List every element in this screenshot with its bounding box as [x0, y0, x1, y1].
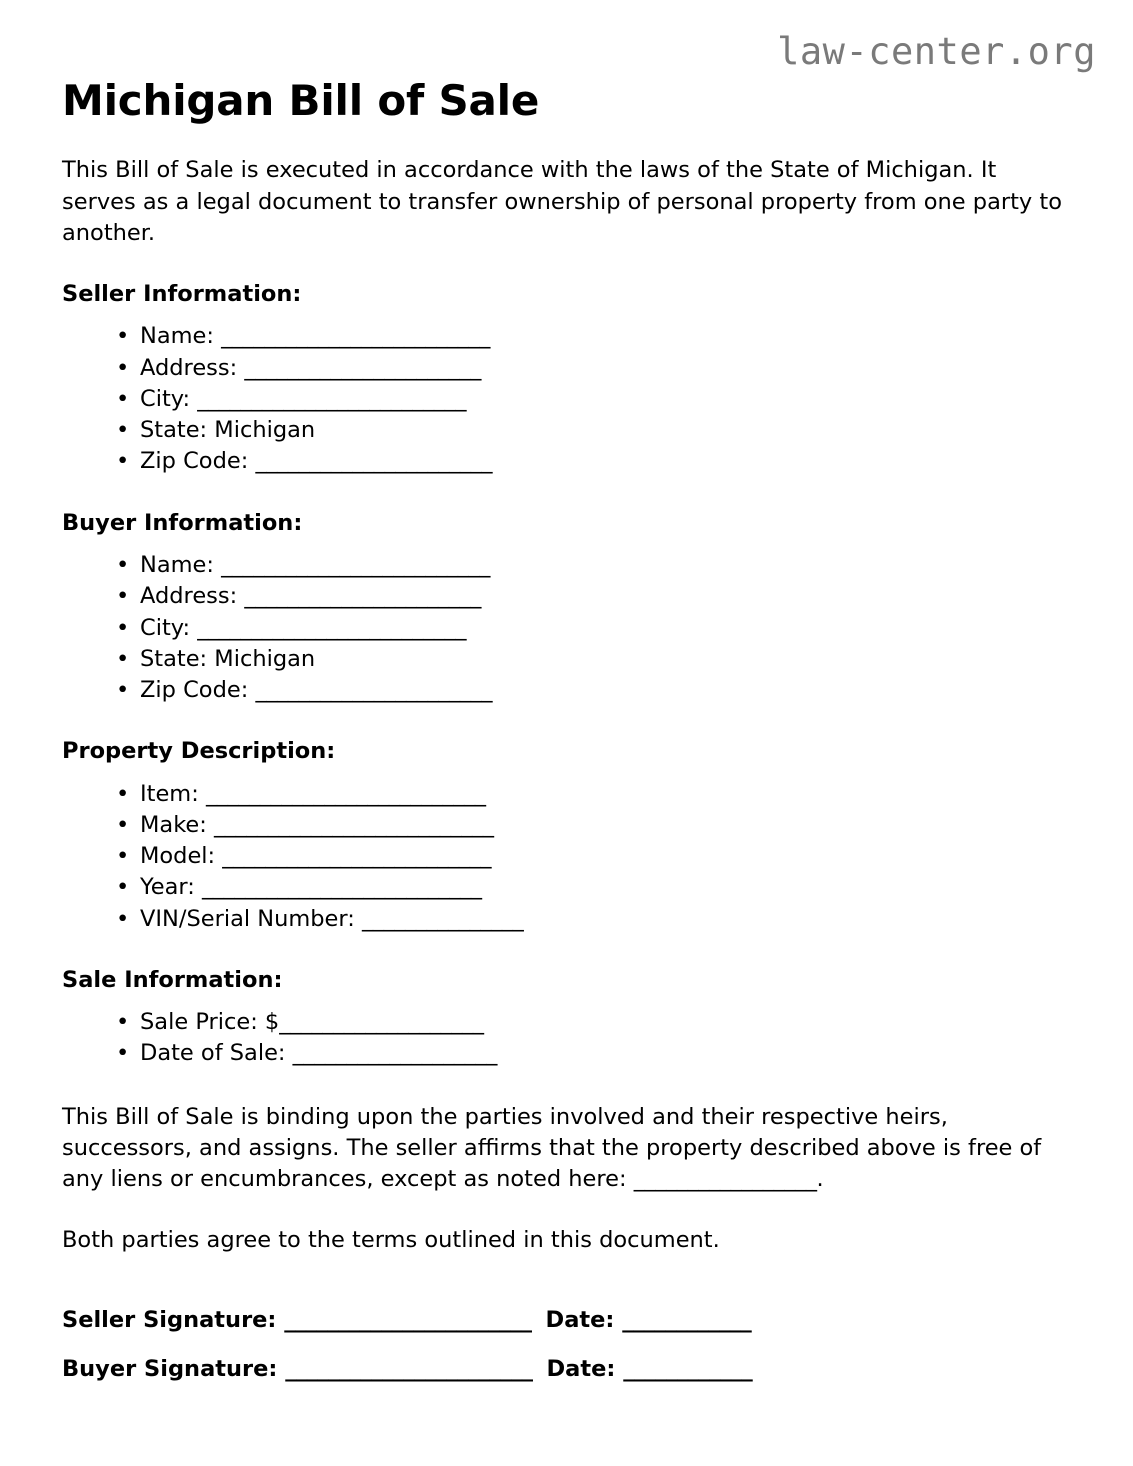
signature-line[interactable]: _______________________	[284, 1306, 532, 1333]
section-heading: Seller Information:	[62, 281, 302, 308]
field-label: Name:	[140, 323, 214, 350]
field-label: Item:	[140, 780, 199, 807]
intro-paragraph: This Bill of Sale is executed in accordance with the laws of the State of Michigan. It serves as a legal document to transfer ownership of personal property from one party to another.	[62, 157, 1062, 246]
signature-label: Buyer Signature:	[62, 1356, 278, 1382]
field-row	[140, 581, 1071, 612]
field-blank[interactable]: _________________________	[222, 843, 492, 870]
date-label: Date:	[546, 1356, 616, 1382]
field-blank[interactable]: __________________________	[205, 780, 486, 807]
field-row	[140, 353, 1071, 384]
field-row	[140, 550, 1071, 581]
binding-paragraph-text: This Bill of Sale is binding upon the parties involved and their respective heirs, successors, and assigns. The seller affirms that the property described above is free of any liens or encumbrances, except as noted here:	[62, 1103, 1042, 1193]
field-blank[interactable]: _______________	[361, 905, 524, 932]
agreement-paragraph: Both parties agree to the terms outlined in this document.	[62, 1227, 720, 1254]
field-label: Address:	[140, 583, 238, 610]
field-row	[140, 644, 1071, 675]
field-row	[140, 415, 1071, 446]
form-sections	[62, 249, 1071, 1070]
field-blank[interactable]: _________________________	[221, 323, 490, 350]
field-label: Zip Code:	[140, 448, 249, 475]
field-label: Zip Code:	[140, 677, 249, 704]
field-blank[interactable]: _________________________	[221, 551, 490, 578]
field-value: Michigan	[214, 417, 316, 444]
section-heading: Sale Information:	[62, 966, 283, 993]
field-row	[140, 384, 1071, 415]
field-label: Name:	[140, 551, 214, 578]
field-blank[interactable]: ______________________	[255, 448, 492, 475]
section-heading: Property Description:	[62, 738, 336, 765]
field-row	[140, 321, 1071, 352]
field-blank[interactable]: ___________________	[279, 1009, 484, 1036]
signature-label: Seller Signature:	[62, 1306, 277, 1333]
signature-line[interactable]: _______________________	[285, 1356, 533, 1382]
field-row	[140, 446, 1071, 477]
field-label: State:	[140, 645, 208, 672]
field-label: City:	[140, 385, 191, 412]
field-list	[62, 995, 1071, 1070]
field-blank[interactable]: ______________________	[244, 583, 481, 610]
field-row	[140, 613, 1071, 644]
field-label: Date of Sale:	[140, 1040, 286, 1067]
signature-row	[62, 1336, 1071, 1385]
field-row	[140, 1038, 1071, 1069]
field-blank[interactable]: ______________________	[244, 354, 481, 381]
date-label: Date:	[545, 1306, 615, 1333]
liens-blank[interactable]: _________________	[633, 1166, 817, 1193]
field-blank[interactable]: __________________________	[201, 874, 482, 901]
field-blank[interactable]: _________________________	[197, 385, 466, 412]
site-watermark: law-center.org	[777, 30, 1096, 73]
field-label: Make:	[140, 811, 207, 838]
binding-paragraph	[62, 1070, 1064, 1196]
field-row	[140, 841, 1071, 872]
field-blank[interactable]: ___________________	[292, 1040, 497, 1067]
field-blank[interactable]: ______________________	[255, 677, 492, 704]
field-row	[140, 872, 1071, 903]
signature-block	[62, 1257, 1071, 1386]
field-list	[62, 767, 1071, 935]
field-value: Michigan	[214, 645, 316, 672]
date-line[interactable]: ____________	[622, 1306, 752, 1333]
field-row	[140, 779, 1071, 810]
field-label: Sale Price: $	[140, 1009, 280, 1036]
field-label: City:	[140, 614, 191, 641]
field-label: Model:	[140, 843, 216, 870]
field-label: State:	[140, 417, 208, 444]
section-heading: Buyer Information:	[62, 509, 303, 536]
field-row	[140, 1007, 1071, 1038]
binding-paragraph-period: .	[816, 1166, 824, 1193]
field-row	[140, 810, 1071, 841]
field-list	[62, 309, 1071, 477]
page-title: Michigan Bill of Sale	[62, 76, 540, 125]
date-line[interactable]: ____________	[623, 1356, 753, 1382]
field-label: Year:	[140, 874, 195, 901]
signature-row	[62, 1287, 1071, 1336]
field-row	[140, 675, 1071, 706]
field-list	[62, 538, 1071, 706]
field-label: VIN/Serial Number:	[140, 905, 355, 932]
field-row	[140, 904, 1071, 935]
field-blank[interactable]: _________________________	[197, 614, 466, 641]
field-label: Address:	[140, 354, 238, 381]
field-blank[interactable]: __________________________	[214, 811, 494, 838]
